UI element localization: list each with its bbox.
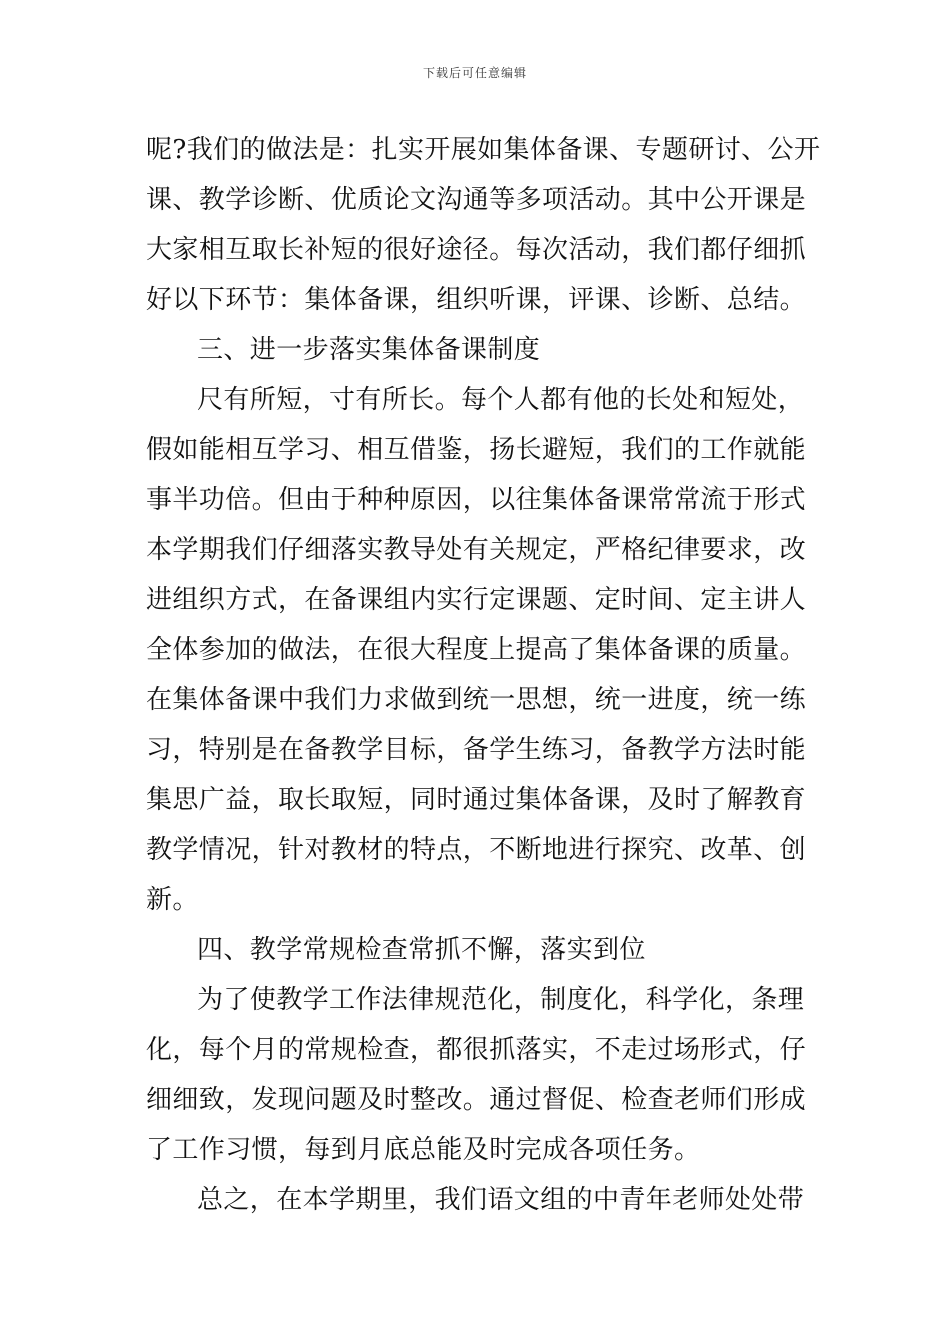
- text-line: 呢?我们的做法是：扎实开展如集体备课、专题研讨、公开: [146, 135, 821, 165]
- text-line: 大家相互取长补短的很好途径。每次活动，我们都仔细抓: [146, 235, 807, 265]
- text-line: 集思广益，取长取短，同时通过集体备课，及时了解教育: [146, 785, 807, 815]
- section-heading: 四、教学常规检查常抓不懈，落实到位: [197, 935, 646, 965]
- text-line: 假如能相互学习、相互借鉴，扬长避短，我们的工作就能: [146, 435, 807, 465]
- text-line: 总之，在本学期里，我们语文组的中青年老师处处带: [197, 1185, 805, 1215]
- text-line: 习，特别是在备教学目标，备学生练习，备教学方法时能: [146, 735, 807, 765]
- text-line: 课、教学诊断、优质论文沟通等多项活动。其中公开课是: [146, 185, 807, 215]
- text-line: 进组织方式，在备课组内实行定课题、定时间、定主讲人: [146, 585, 807, 615]
- text-line: 教学情况，针对教材的特点，不断地进行探究、改革、创: [146, 835, 807, 865]
- text-line: 在集体备课中我们力求做到统一思想，统一进度，统一练: [146, 685, 807, 715]
- page-header: 下载后可任意编辑: [422, 66, 527, 80]
- text-line: 细细致，发现问题及时整改。通过督促、检查老师们形成: [146, 1085, 807, 1115]
- text-line: 了工作习惯，每到月底总能及时完成各项任务。: [146, 1135, 701, 1165]
- text-line: 尺有所短，寸有所长。每个人都有他的长处和短处，: [197, 385, 805, 415]
- text-line: 为了使教学工作法律规范化，制度化，科学化，条理: [197, 985, 805, 1015]
- section-heading: 三、进一步落实集体备课制度: [197, 335, 541, 365]
- text-line: 好以下环节：集体备课，组织听课，评课、诊断、总结。: [146, 285, 807, 315]
- text-line: 事半功倍。但由于种种原因，以往集体备课常常流于形式: [146, 485, 807, 515]
- text-line: 新。: [146, 885, 199, 915]
- text-line: 本学期我们仔细落实教导处有关规定，严格纪律要求，改: [146, 535, 807, 565]
- text-line: 化，每个月的常规检查，都很抓落实，不走过场形式，仔: [146, 1035, 807, 1065]
- text-line: 全体参加的做法，在很大程度上提高了集体备课的质量。: [146, 635, 807, 665]
